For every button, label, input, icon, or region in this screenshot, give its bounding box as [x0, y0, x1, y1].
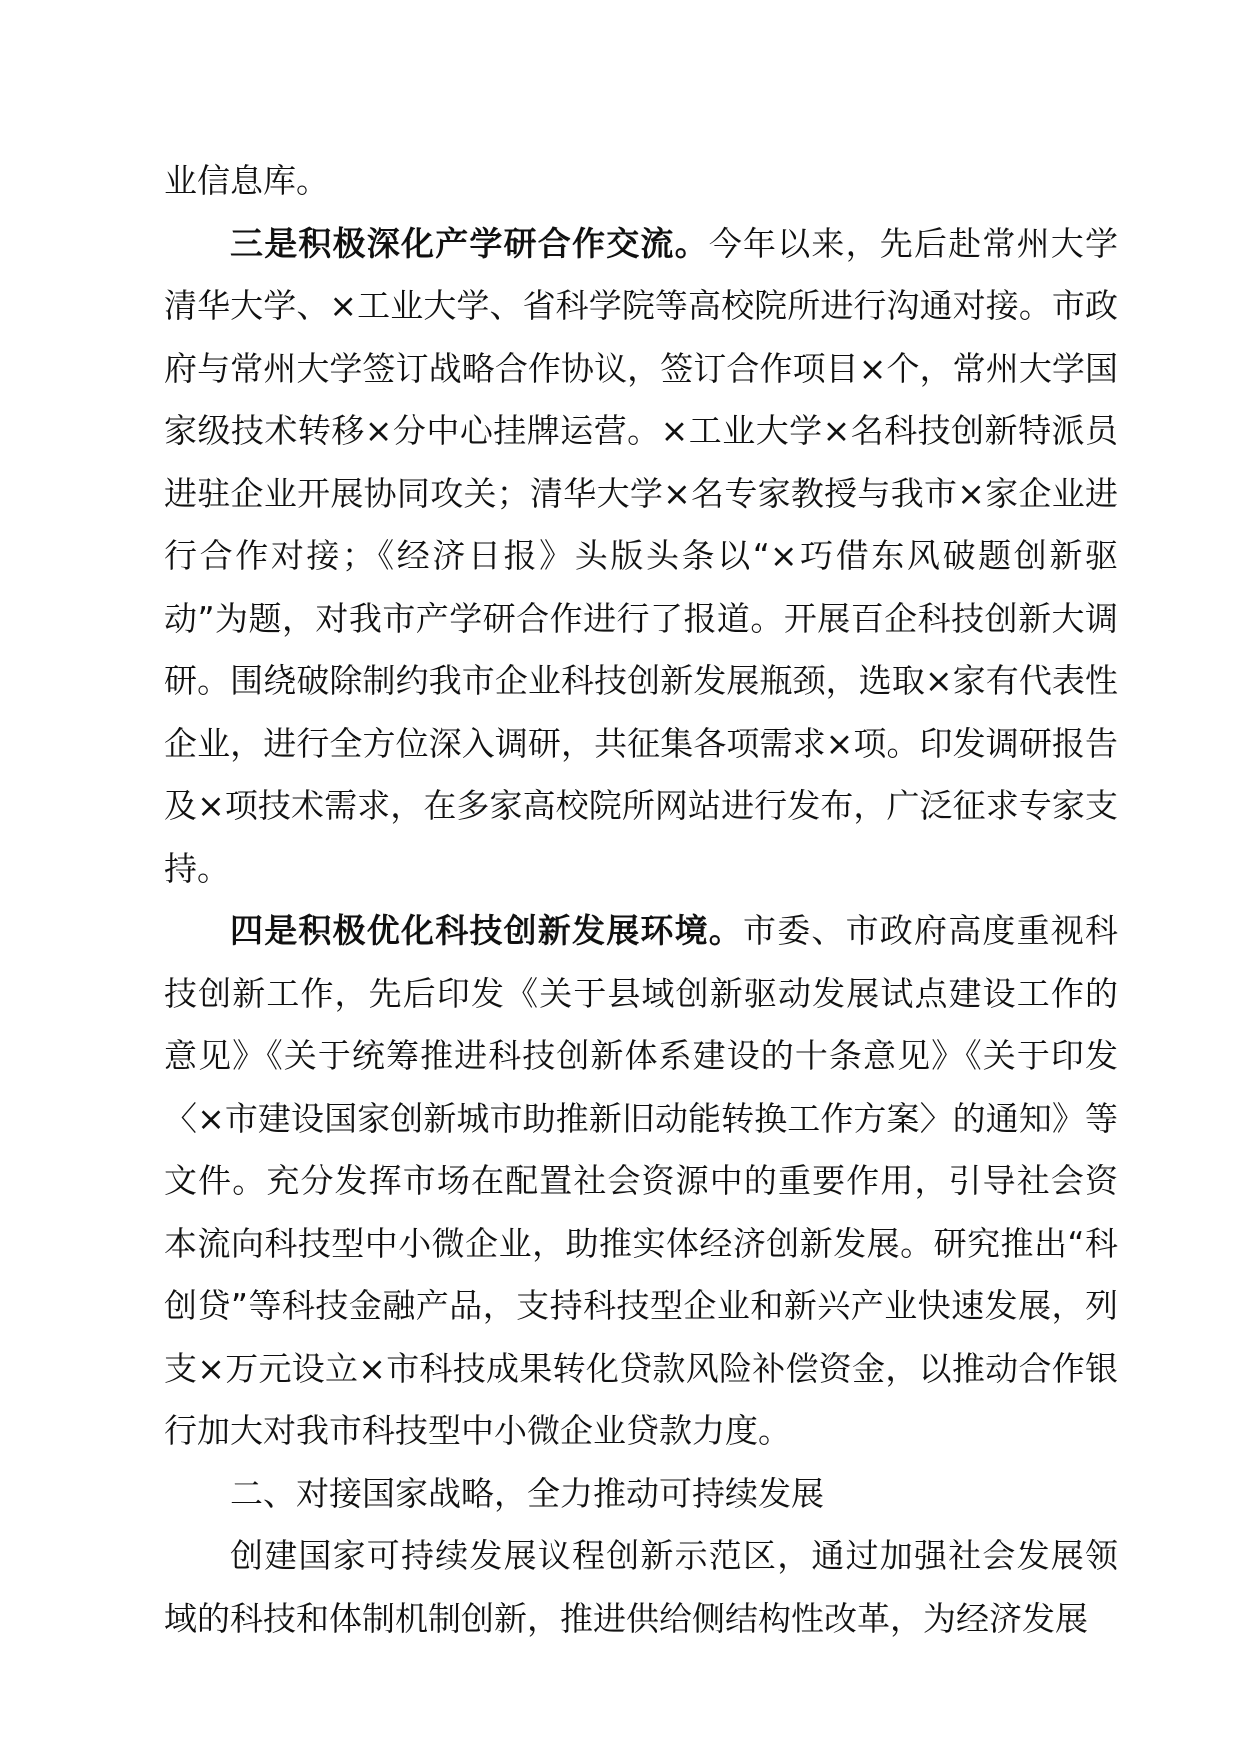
paragraph-continuation [164, 150, 1118, 213]
paragraph-text: 创建国家可持续发展议程创新示范区，通过加强社会发展领域的科技和体制机制创新，推进供给侧结构性改革，为经济发展 [164, 1536, 1118, 1638]
paragraph-text: 今年以来，先后赴常州大学清华大学、×工业大学、省科学院等高校院所进行沟通对接。市政府与常州大学签订战略合作协议，签订合作项目×个，常州大学国家级技术转移×分中心挂牌运营。×工业大学×名科技创新特派员进驻企业开展协同攻关；清华大学×名专家教授与我市×家企业进行合作对接；《经济日报》头版头条以“×巧借东风破题创新驱动”为题，对我市产学研合作进行了报道。开展百企科技创新大调研。围绕破除制约我市企业科技创新发展瓶颈，选取×家有代表性企业，进行全方位深入调研，共征集各项需求×项。印发调研报告及×项技术需求，在多家高校院所网站进行发布，广泛征求专家支持。 [164, 223, 1119, 888]
section-heading-text: 二、对接国家战略，全力推动可持续发展 [230, 1473, 824, 1513]
section-heading [164, 1463, 1118, 1526]
paragraph-lead-heading: 三是积极深化产学研合作交流。 [230, 223, 709, 263]
document-body [164, 150, 1118, 1650]
paragraph-lead-heading: 四是积极优化科技创新发展环境。 [230, 911, 743, 950]
paragraph-fourth-point [164, 900, 1118, 1463]
paragraph-text: 业信息库。 [164, 161, 329, 200]
paragraph-text: 市委、市政府高度重视科技创新工作，先后印发《关于县域创新驱动发展试点建设工作的意见》《关于统筹推进科技创新体系建设的十条意见》《关于印发〈×市建设国家创新城市助推新旧动能转换工作方案〉的通知》等文件。充分发挥市场在配置社会资源中的重要作用，引导社会资本流向科技型中小微企业，助推实体经济创新发展。研究推出“科创贷”等科技金融产品，支持科技型企业和新兴产业快速发展，列支×万元设立×市科技成果转化贷款风险补偿资金，以推动合作银行加大对我市科技型中小微企业贷款力度。 [164, 911, 1119, 1450]
paragraph-third-point [164, 213, 1118, 901]
paragraph-section-body [164, 1525, 1118, 1650]
